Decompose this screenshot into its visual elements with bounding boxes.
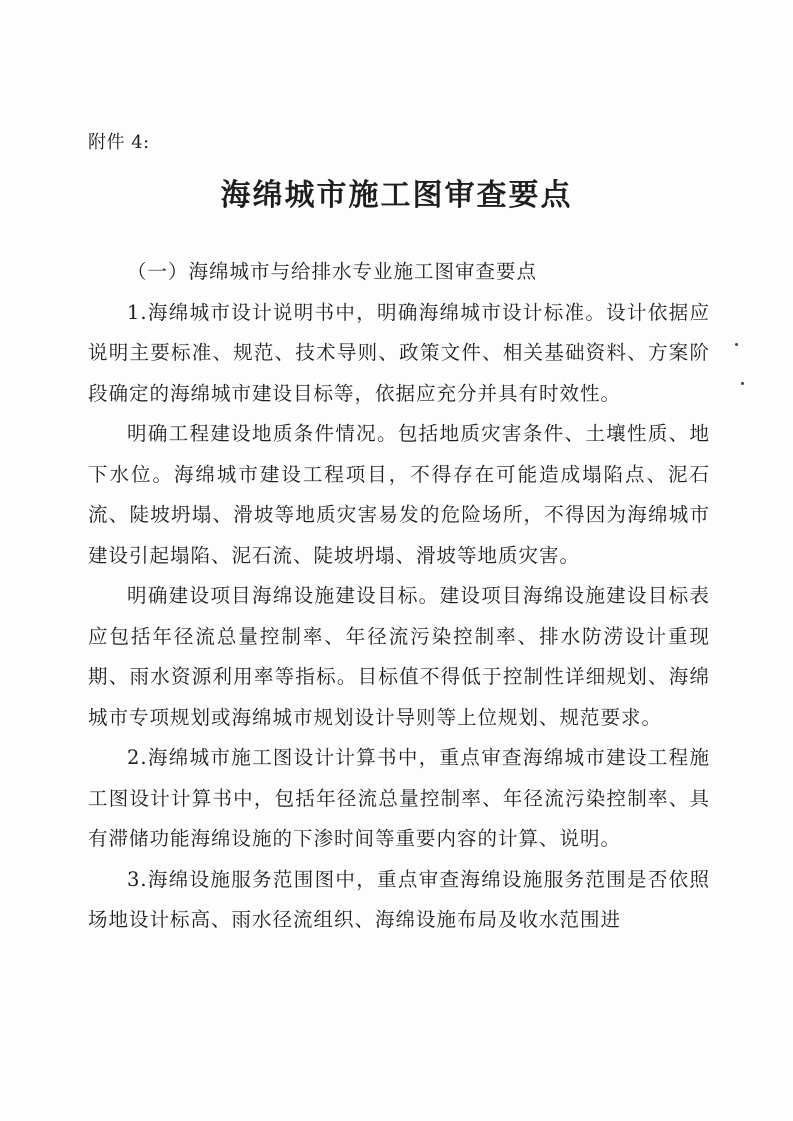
- document-body: [88, 252, 710, 941]
- document-title: 海绵城市施工图审查要点: [220, 178, 573, 213]
- paragraph: 2.海绵城市施工图设计计算书中，重点审查海绵城市建设工程施工图设计计算书中，包括年径流总量控制率、年径流污染控制率、具有滞储功能海绵设施的下渗时间等重要内容的计算、说明。: [88, 746, 710, 850]
- paragraph: 3.海绵设施服务范围图中，重点审查海绵设施服务范围是否依照场地设计标高、雨水径流组织、海绵设施布局及收水范围进: [88, 867, 710, 931]
- section-heading: （一）海绵城市与给排水专业施工图审查要点: [127, 260, 538, 283]
- paragraph: 明确建设项目海绵设施建设目标。建设项目海绵设施建设目标表应包括年径流总量控制率、年径流污染控制率、排水防涝设计重现期、雨水资源利用率等指标。目标值不得低于控制性详细规划、海绵城市专项规划或海绵城市规划设计导则等上位规划、规范要求。: [88, 584, 710, 729]
- paragraph: 1.海绵城市设计说明书中，明确海绵城市设计标准。设计依据应说明主要标准、规范、技术导则、政策文件、相关基础资料、方案阶段确定的海绵城市建设目标等，依据应充分并具有时效性。: [88, 300, 710, 405]
- paragraph: 明确工程建设地质条件情况。包括地质灾害条件、土壤性质、地下水位。海绵城市建设工程项目，不得存在可能造成塌陷点、泥石流、陡坡坍塌、滑坡等地质灾害易发的危险场所，不得因为海绵城市建设引起塌陷、泥石流、陡坡坍塌、滑坡等地质灾害。: [88, 422, 710, 567]
- scan-speck: [741, 382, 744, 385]
- scan-speck: [735, 343, 738, 346]
- attachment-label: 附件 4:: [88, 132, 150, 153]
